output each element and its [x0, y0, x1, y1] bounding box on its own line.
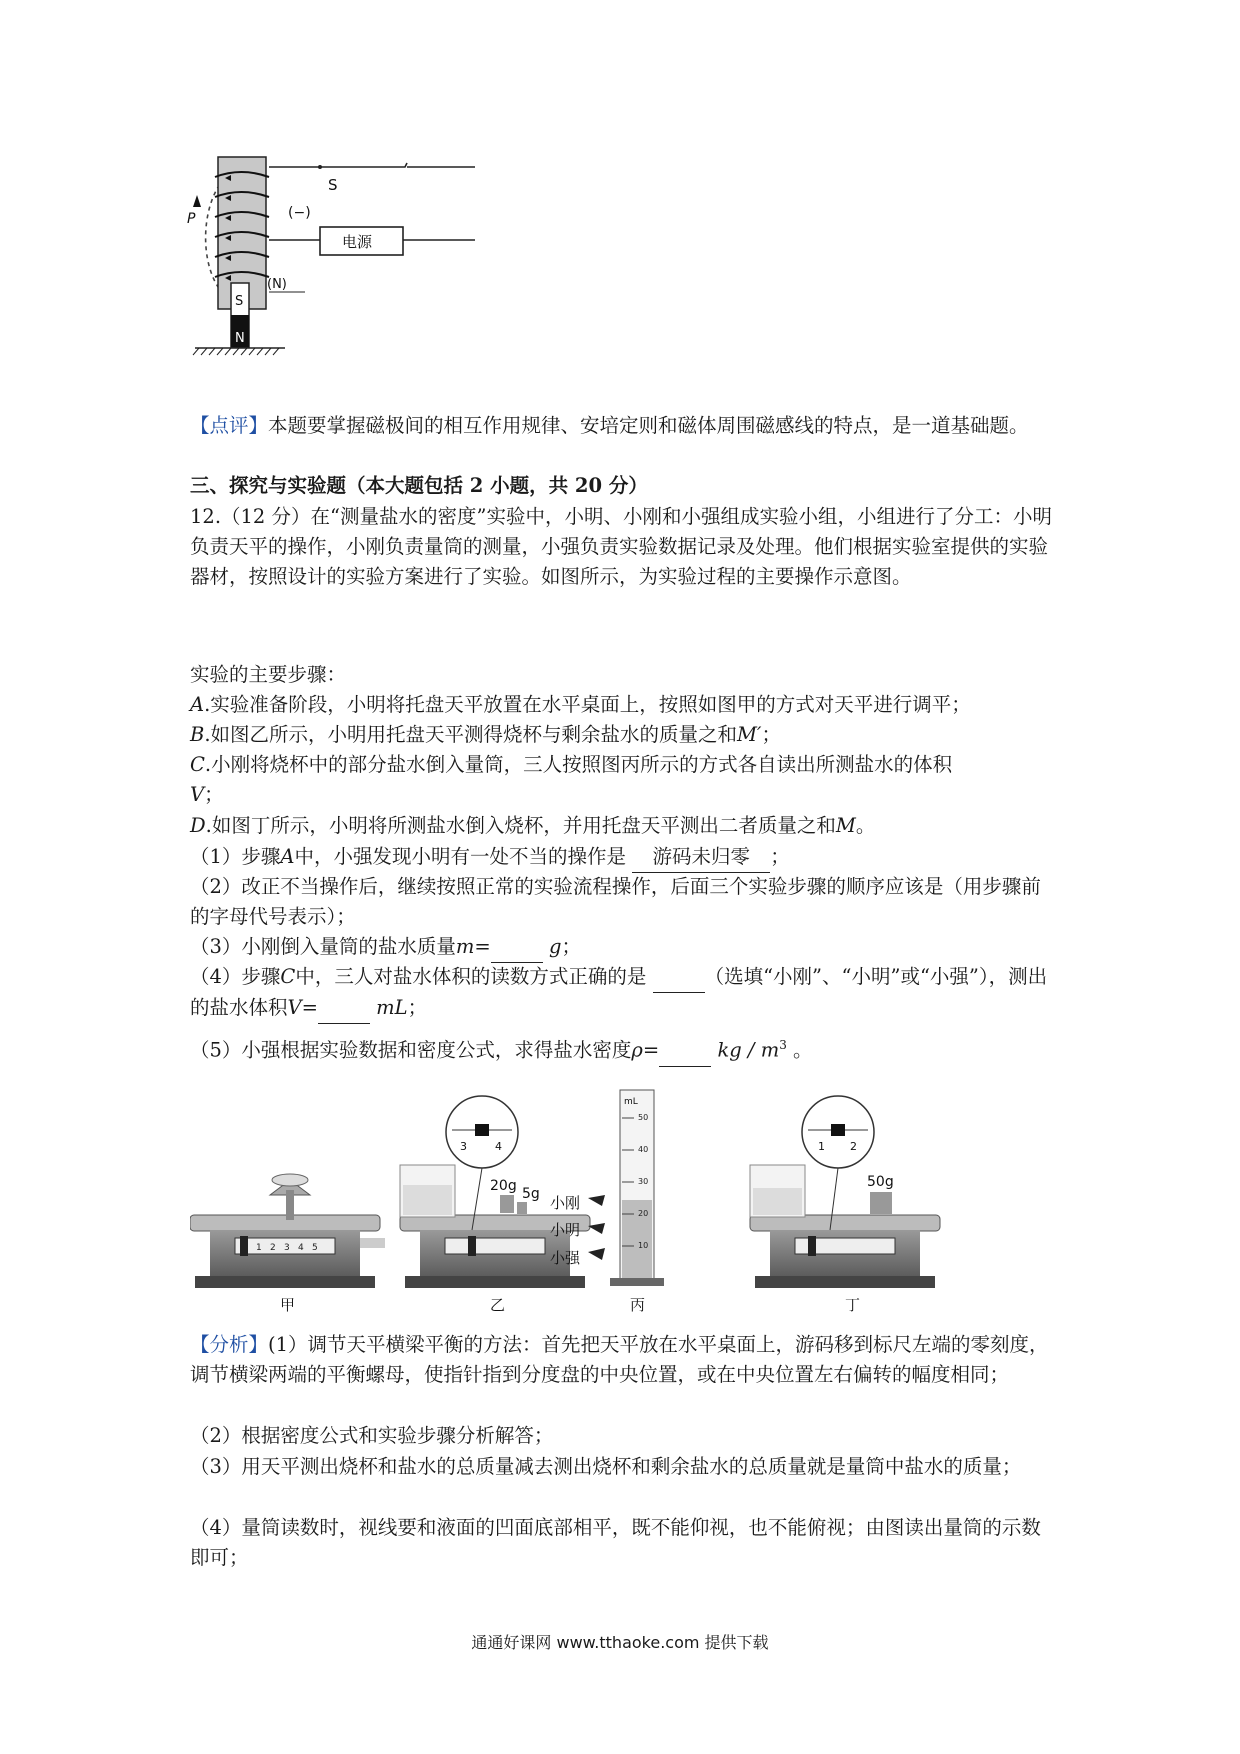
steps-title: 实验的主要步骤： [190, 663, 347, 686]
step-c: C.小刚将烧杯中的部分盐水倒入量筒，三人按照图丙所示的方式各自读出所测盐水的体积 V； [190, 753, 953, 806]
caption-ding: 丁 [845, 1296, 861, 1314]
electromagnet-figure [185, 155, 475, 400]
blank-volume[interactable] [318, 993, 370, 1024]
blank-mass[interactable] [491, 932, 543, 963]
yi-weight-5g: 5g [522, 1186, 540, 1202]
q12-intro: 12.（12 分）在“测量盐水的密度”实验中，小明、小刚和小强组成实验小组，小组进行了分工：小明负责天平的操作，小刚负责量筒的测量，小强负责实验数据记录及处理。他们根据实验室提供的实验器材，按照设计的实验方案进行了实验。如图所示，为实验过程的主要操作示意图。 [190, 505, 1052, 588]
ding-scale-2: 2 [850, 1140, 857, 1153]
balance-ding [750, 1096, 940, 1288]
cyl-30: 30 [638, 1177, 649, 1186]
cyl-20: 20 [638, 1209, 649, 1218]
section-title: 三、探究与实验题（本大题包括 2 小题，共 20 分） [190, 474, 648, 497]
answer-1: 游码未归零 [632, 842, 770, 873]
part-2: （2）改正不当操作后，继续按照正常的实验流程操作，后面三个实验步骤的顺序应该是（用步骤前的字母代号表示）； [190, 875, 1041, 928]
yi-weight-20g: 20g [490, 1178, 517, 1194]
cyl-50: 50 [638, 1113, 649, 1122]
blank-reader[interactable] [653, 962, 705, 993]
label-n-paren: (N) [267, 277, 287, 292]
reader-xiaogang: 小刚 [550, 1194, 581, 1212]
balance-jia [190, 1174, 385, 1288]
analysis-2: （2）根据密度公式和实验步骤分析解答； [190, 1424, 554, 1447]
analysis-1: 【分析】(1）调节天平横梁平衡的方法：首先把天平放在水平桌面上，游码移到标尺左端的零刻度，调节横梁两端的平衡螺母，使指针指到分度盘的中央位置，或在中央位置左右偏转的幅度相同； [190, 1333, 1049, 1386]
part-4: （4）步骤C中，三人对盐水体积的读数方式正确的是 （选填“小刚”、“小明”或“小强”），测出的盐水体积V= mL； [190, 962, 1060, 1024]
review-paragraph [190, 411, 1060, 441]
label-minus: (−) [288, 205, 311, 221]
step-a: A.实验准备阶段，小明将托盘天平放置在水平桌面上，按照如图甲的方式对天平进行调平； [190, 693, 971, 716]
footer: 通通好课网 www.tthaoke.com 提供下载 [471, 1633, 769, 1652]
analysis-3: （3）用天平测出烧杯和盐水的总质量减去测出烧杯和剩余盐水的总质量就是量筒中盐水的质量； [190, 1455, 1022, 1478]
part-5: （5）小强根据实验数据和密度公式，求得盐水密度ρ= kg / $m^3$ 。 [190, 1030, 1060, 1067]
label-power: 电源 [342, 233, 373, 251]
review-text: 本题要掌握磁极间的相互作用规律、安培定则和磁体周围磁感线的特点，是一道基础题。 [268, 414, 1029, 437]
caption-yi: 乙 [490, 1296, 506, 1314]
caption-jia: 甲 [280, 1296, 296, 1314]
analysis-tag: 【分析】 [190, 1333, 269, 1356]
ding-scale-1: 1 [818, 1140, 825, 1153]
svg-text:4: 4 [298, 1243, 304, 1253]
step-d: D.如图丁所示，小明将所测盐水倒入烧杯，并用托盘天平测出二者质量之和M。 [190, 814, 876, 837]
svg-text:1: 1 [256, 1243, 262, 1253]
cyl-40: 40 [638, 1145, 649, 1154]
magnet-n: N [235, 331, 245, 346]
experiment-figure [190, 1080, 1060, 1325]
label-p: P [187, 211, 196, 227]
cyl-unit: mL [624, 1097, 638, 1107]
review-tag: 【点评】 [190, 414, 269, 437]
step-b: B.如图乙所示，小明用托盘天平测得烧杯与剩余盐水的质量之和M′； [190, 723, 781, 746]
analysis-4: （4）量筒读数时，视线要和液面的凹面底部相平，既不能仰视，也不能俯视；由图读出量筒的示数即可； [190, 1516, 1041, 1569]
cylinder-bing [550, 1090, 664, 1286]
cyl-10: 10 [638, 1241, 649, 1250]
magnet-s: S [235, 294, 244, 309]
yi-scale-3: 3 [460, 1140, 467, 1153]
svg-text:2: 2 [270, 1243, 276, 1253]
yi-scale-4: 4 [495, 1140, 502, 1153]
ding-weight-50g: 50g [867, 1174, 894, 1190]
svg-text:3: 3 [284, 1243, 290, 1253]
reader-xiaoming: 小明 [550, 1221, 581, 1239]
reader-xiaoqiang: 小强 [550, 1249, 581, 1267]
part-3: （3）小刚倒入量筒的盐水质量m= g； [190, 932, 1060, 963]
blank-density[interactable] [659, 1036, 711, 1067]
part-1: （1）步骤A中，小强发现小明有一处不当的操作是 游码未归零 ； [190, 842, 1060, 873]
label-s-switch: S [328, 176, 338, 194]
caption-bing: 丙 [630, 1296, 646, 1314]
svg-text:5: 5 [312, 1243, 318, 1253]
